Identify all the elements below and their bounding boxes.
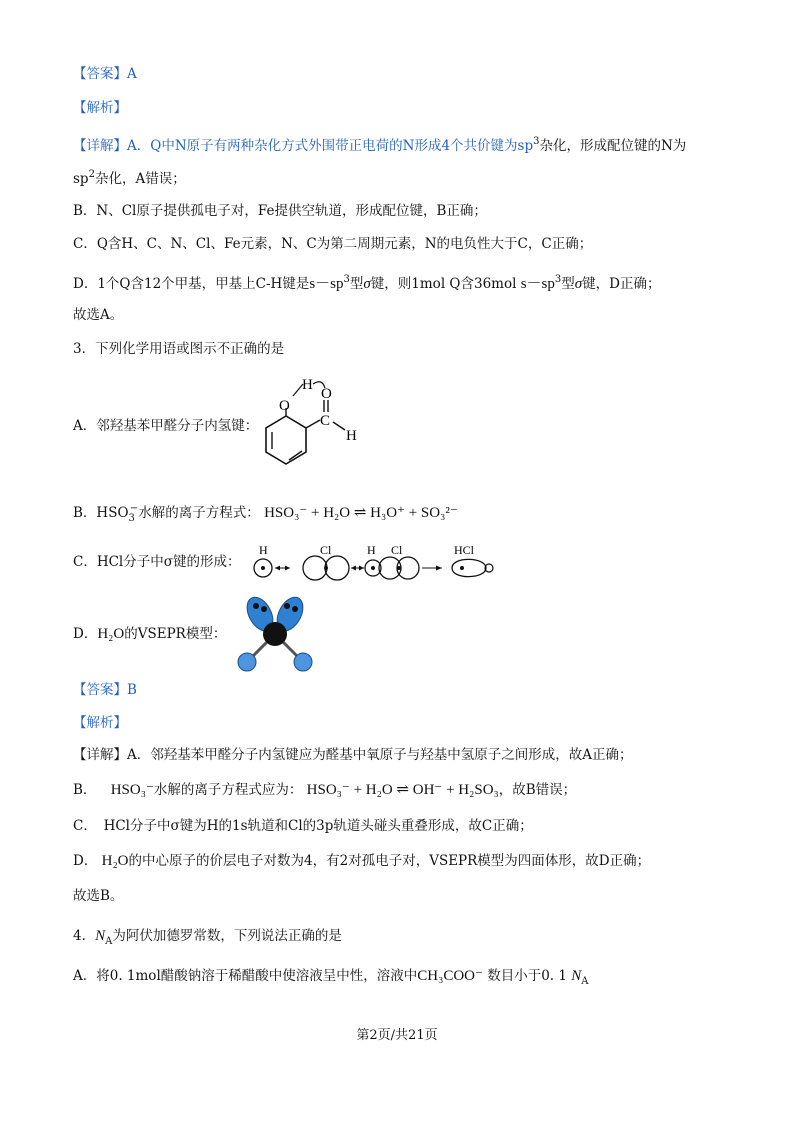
detail-text: D．1个Q含12个甲基，甲基上C-H键是 [73, 276, 310, 292]
page-footer: 第2页/共21页 [356, 1028, 438, 1043]
question-number: 4． [73, 928, 96, 944]
formula: s－sp [520, 276, 555, 292]
detail-line-b [73, 780, 576, 800]
equation: HSO₃⁻ + H₂O ⇌ H₃O⁺ + SO₃²⁻ [264, 505, 458, 521]
option-c: C．HCl分子中σ键的形成： [73, 554, 241, 570]
detail-text: 键，则1mol Q含36mol [370, 276, 517, 292]
superscript: 2 [88, 169, 95, 180]
formula: CH₃COO⁻ [417, 968, 483, 984]
detail-text: B． [73, 782, 97, 798]
conclusion: 故选A。 [73, 307, 124, 323]
carbon-label: C [320, 413, 331, 429]
sigma-symbol: σ [363, 276, 371, 292]
question-stem: 3．下列化学用语或图示不正确的是 [73, 341, 285, 357]
detail-text: 键，D正确； [582, 276, 661, 292]
cl-label: Cl [391, 543, 403, 557]
superscript: 3 [554, 274, 562, 285]
hcl-sigma-bond-diagram [250, 541, 500, 583]
formula: H₂O [97, 626, 125, 642]
formula: H₂O [101, 853, 129, 869]
detail-line-a: 【详解】A．邻羟基苯甲醛分子内氢键应为醛基中氧原子与羟基中氢原子之间形成，故A正确； [73, 747, 633, 763]
superscript: 3 [533, 136, 540, 147]
superscript: 3 [343, 274, 350, 285]
detail-text: 杂化，形成配位键的N为 [539, 138, 687, 154]
h-label: H [259, 543, 268, 557]
formula: s－sp [309, 276, 344, 292]
avogadro-symbol: N [95, 928, 106, 944]
detail-line-d [73, 851, 650, 871]
oxygen-label: O [279, 398, 290, 414]
answer-label: 【答案】B [73, 682, 137, 698]
analysis-label: 【解析】 [73, 715, 127, 731]
detail-line-c: C． HCl分子中σ键为H的1s轨道和Cl的3p轨道头碰头重叠形成，故C正确； [73, 818, 533, 834]
detail-line-b: B．N、Cl原子提供孤电子对，Fe提供空轨道，形成配位键，B正确； [73, 203, 487, 219]
detail-text: sp [73, 171, 89, 187]
superscript: − [129, 503, 139, 514]
formula: HSO₃⁻ [110, 782, 154, 798]
option-b [73, 499, 458, 529]
detail-text: 型 [349, 276, 364, 292]
detail-text: 【详解】A．Q中N原子有两种杂化方式外围带正电荷的N形成4个共价键为sp [73, 138, 534, 154]
oxygen-label: O [321, 386, 332, 402]
detail-text: D． [73, 853, 98, 869]
analysis-label: 【解析】 [73, 100, 127, 116]
question-stem [73, 926, 342, 952]
avogadro-symbol: N [571, 968, 582, 984]
option-text: 水解的离子方程式： [138, 505, 260, 521]
detail-text: 型 [561, 276, 575, 292]
subscript: A [581, 976, 589, 987]
option-text: B．HSO [73, 505, 129, 521]
detail-text: ，故B错误； [498, 782, 577, 798]
option-text: A．将0. 1mol醋酸钠溶于稀醋酸中使溶液呈中性，溶液中 [73, 968, 418, 984]
detail-line [73, 132, 686, 156]
stem-text: 为阿伏加德罗常数，下列说法正确的是 [112, 928, 342, 944]
conclusion: 故选B。 [73, 888, 124, 904]
hcl-label: HCl [454, 543, 475, 557]
hydrogen-label: H [346, 428, 357, 444]
detail-line-c: C．Q含H、C、N、Cl、Fe元素，N、C为第二周期元素，N的电负性大于C，C正确； [73, 236, 593, 252]
option-a: A．邻羟基苯甲醛分子内氢键： [73, 418, 259, 434]
h-label: H [367, 543, 376, 557]
option-text: D． [73, 626, 98, 642]
option-text: 数目小于0. 1 [487, 968, 567, 984]
hydrogen-label: H [302, 377, 313, 393]
option-text: 的VSEPR模型： [124, 626, 227, 642]
detail-text: 的中心原子的价层电子对数为4，有2对孤电子对，VSEPR模型为四面体形，故D正确； [128, 853, 651, 869]
detail-line-d [73, 270, 661, 294]
subscript: A [105, 936, 113, 947]
sigma-symbol: σ [574, 276, 583, 292]
detail-line [73, 165, 186, 189]
cl-label: Cl [320, 543, 332, 557]
water-vsepr-model [232, 592, 318, 678]
detail-text: 水解的离子方程式应为： [153, 782, 303, 798]
detail-text: 杂化，A错误； [94, 171, 186, 187]
answer-label: 【答案】A [73, 66, 137, 82]
option-d [73, 624, 226, 644]
equation: HSO₃⁻ + H₂O ⇌ OH⁻ + H₂SO₃ [306, 782, 499, 798]
option-a [73, 966, 589, 992]
salicylaldehyde-structure [258, 372, 368, 472]
subscript: 3 [128, 513, 135, 524]
